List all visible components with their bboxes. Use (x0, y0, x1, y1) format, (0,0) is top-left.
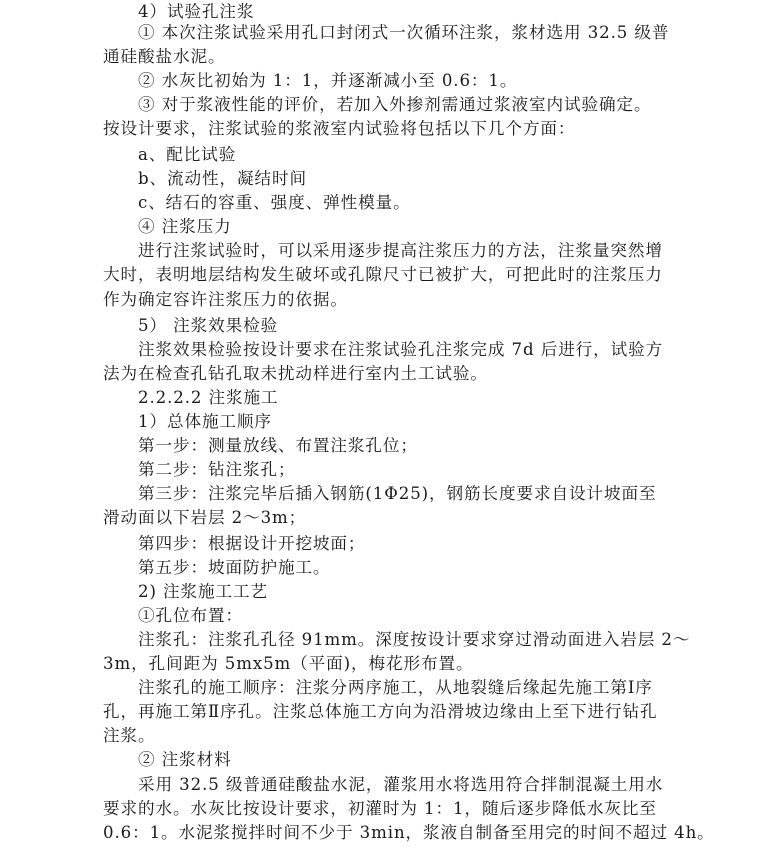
text-line: 通硅酸盐水泥。 (103, 47, 226, 66)
text-line: ④ 注浆压力 (138, 217, 232, 236)
text-line: a、配比试验 (138, 145, 237, 164)
text-line: ③ 对于浆液性能的评价，若加入外掺剂需通过浆液室内试验确定。 (138, 95, 652, 114)
text-line: ①孔位布置： (138, 606, 243, 625)
text-line: 5） 注浆效果检验 (138, 316, 279, 335)
text-line: 注浆孔：注浆孔孔径 91mm。深度按设计要求穿过滑动面进入岩层 2～ (138, 630, 691, 649)
text-line: 孔，再施工第Ⅱ序孔。注浆总体施工方向为沿滑坡边缘由上至下进行钻孔 (103, 702, 658, 721)
text-line: 按设计要求，注浆试验的浆液室内试验将包括以下几个方面： (103, 119, 576, 138)
text-line: 第一步：测量放线、布置注浆孔位； (138, 436, 418, 455)
text-line: 作为确定容许注浆压力的依据。 (103, 290, 348, 309)
text-line: 第三步：注浆完毕后插入钢筋(1Φ25)，钢筋长度要求自设计坡面至 (138, 484, 657, 503)
text-line: 进行注浆试验时，可以采用逐步提高注浆压力的方法，注浆量突然增 (138, 241, 663, 260)
text-line: b、流动性，凝结时间 (138, 169, 307, 188)
text-line: 法为在检查孔钻孔取未扰动样进行室内土工试验。 (103, 364, 488, 383)
text-line: 第二步：钻注浆孔； (138, 460, 296, 479)
text-line: ② 注浆材料 (138, 750, 232, 769)
text-line: ① 本次注浆试验采用孔口封闭式一次循环注浆，浆材选用 32.5 级普 (138, 23, 670, 42)
text-line: 注浆孔的施工顺序：注浆分两序施工，从地裂缝后缘起先施工第Ⅰ序 (138, 678, 653, 697)
text-line: ② 水灰比初始为 1：1，并逐渐减小至 0.6：1。 (138, 71, 518, 90)
text-line: 采用 32.5 级普通硅酸盐水泥，灌浆用水将选用符合拌制混凝土用水 (138, 775, 664, 794)
text-line: 滑动面以下岩层 2～3m； (103, 508, 307, 527)
text-line: 注浆效果检验按设计要求在注浆试验孔注浆完成 7d 后进行，试验方 (138, 340, 664, 359)
text-line: 0.6：1。水泥浆搅拌时间不少于 3min，浆液自制备至用完的时间不超过 4h。 (103, 823, 715, 842)
text-line: 2) 注浆施工工艺 (138, 582, 268, 601)
text-line: 第五步：坡面防护施工。 (138, 558, 331, 577)
text-line: 4）试验孔注浆 (138, 2, 255, 21)
text-line: 大时，表明地层结构发生破坏或孔隙尺寸已被扩大，可把此时的注浆压力 (103, 265, 663, 284)
text-line: 第四步：根据设计开挖坡面； (138, 534, 366, 553)
text-line: c、结石的容重、强度、弹性模量。 (138, 193, 411, 212)
text-line: 要求的水。水灰比按设计要求，初灌时为 1：1，随后逐步降低水灰比至 (103, 799, 657, 818)
text-line: 注浆。 (103, 726, 156, 745)
text-line: 2.2.2.2 注浆施工 (138, 388, 279, 407)
text-line: 1）总体施工顺序 (138, 412, 272, 431)
text-line: 3m，孔间距为 5mx5m（平面)，梅花形布置。 (103, 654, 474, 673)
